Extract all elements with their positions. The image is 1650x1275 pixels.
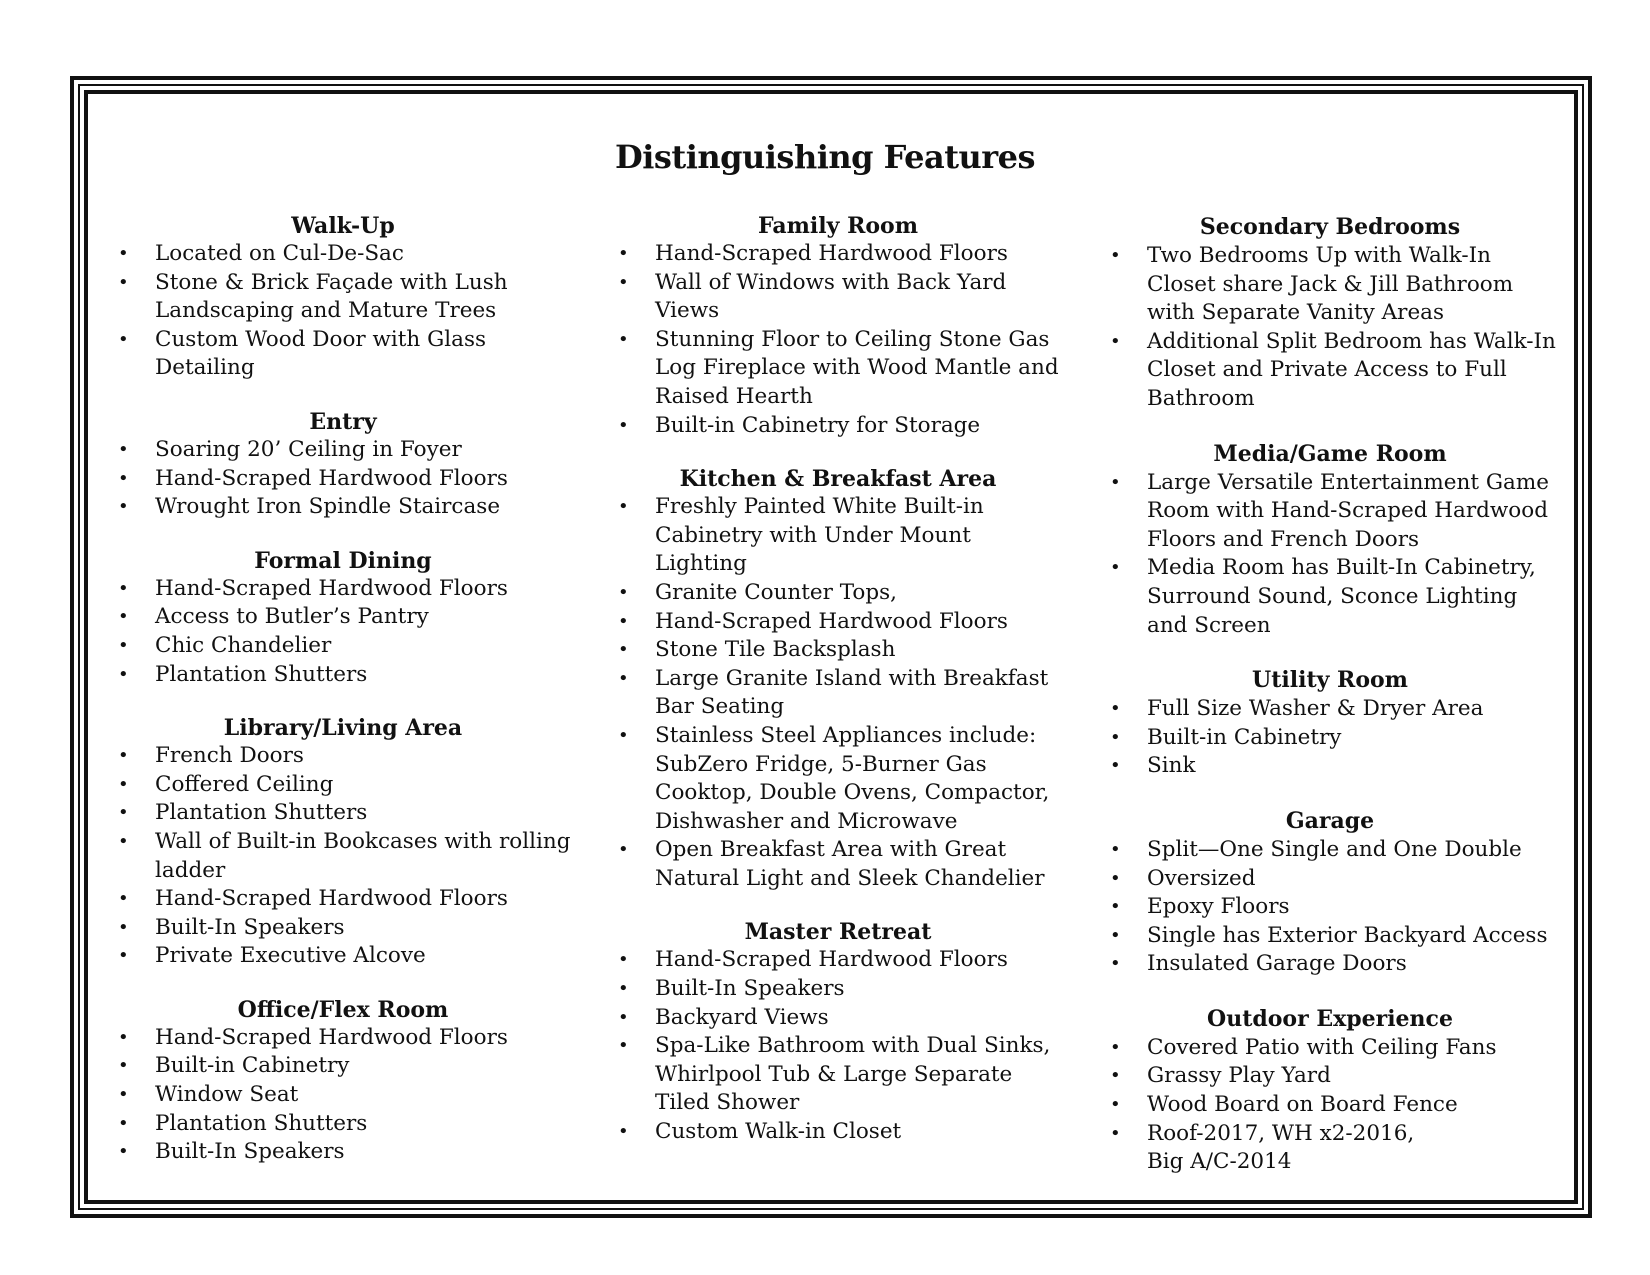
list-item-text: Additional Split Bedroom has Walk-In Closet and Private Access to Full Bathroom [1147,328,1556,411]
bullet-icon: • [118,945,129,967]
list-item [608,579,1068,608]
bullet-icon: • [1110,245,1121,266]
feature-list [608,493,1068,893]
bullet-icon: • [1110,1122,1121,1144]
section-outdoor-experience [1100,1004,1560,1177]
list-item-text: Large Granite Island with Breakfast Bar Seating [655,665,1049,720]
section-entry [108,408,578,522]
bullet-icon: • [618,581,629,603]
list-item [1100,328,1560,414]
section-heading: Family Room [757,213,918,239]
list-item [608,326,1068,412]
section-walk-up [108,212,578,383]
bullet-icon: • [618,1035,629,1057]
list-item [108,1052,578,1081]
bullet-icon: • [1110,838,1121,860]
list-item-text: Oversized [1147,865,1256,891]
list-item-text: Wood Board on Board Fence [1147,1092,1458,1118]
bullet-icon: • [618,328,629,350]
list-item [608,836,1068,893]
feature-list [608,946,1068,1146]
list-item-text: Window Seat [155,1082,299,1108]
list-item-text: Grassy Play Yard [1147,1063,1331,1089]
list-item [108,575,578,604]
bullet-icon: • [118,243,129,264]
section-formal-dining [108,547,578,689]
bullet-icon: • [618,271,629,293]
section-heading: Utility Room [1252,667,1408,694]
bullet-icon: • [1110,1094,1121,1116]
list-item [108,326,578,383]
list-item [608,722,1068,836]
bullet-icon: • [118,916,129,938]
list-item [108,632,578,661]
column-1 [108,212,578,1192]
list-item-text: Hand-Scraped Hardwood Floors [655,608,1008,634]
bullet-icon: • [118,606,129,628]
bullet-icon: • [118,888,129,910]
list-item [608,412,1068,441]
list-item-text: Epoxy Floors [1147,894,1290,920]
feature-list [1100,836,1560,979]
list-item-text: Access to Butler’s Pantry [155,604,429,630]
bullet-icon: • [1110,698,1121,720]
list-item [1100,752,1560,781]
section-heading: Library/Living Area [223,715,463,742]
list-item-text: Hand-Scraped Hardwood Floors [655,241,1008,266]
list-item-text: Built-In Speakers [155,1139,345,1165]
bullet-icon: • [1110,953,1121,975]
list-item [108,942,578,971]
section-heading: Formal Dining [254,547,432,574]
bullet-icon: • [1110,330,1121,352]
bullet-icon: • [618,1121,629,1143]
list-item-text: Hand-Scraped Hardwood Floors [155,465,508,491]
list-item [608,269,1068,326]
bullet-icon: • [118,830,129,852]
section-family-room [608,212,1068,440]
list-item-text: Private Executive Alcove [155,943,426,969]
feature-list [1100,469,1560,641]
list-item-text: Open Breakfast Area with Great Natural Light and Sleek Chandelier [655,837,1045,891]
list-item [108,436,578,465]
bullet-icon: • [1110,1036,1121,1058]
feature-list [1100,242,1560,414]
list-item [1100,724,1560,753]
list-item-text: Stunning Floor to Ceiling Stone Gas Log Fireplace with Wood Mantle and Raised Hearth [655,326,1059,409]
list-item-text: Plantation Shutters [155,661,368,687]
list-item-text: Custom Wood Door with Glass Detailing [155,326,487,381]
bullet-icon: • [1110,755,1121,777]
feature-list [108,240,578,383]
bullet-icon: • [118,1141,129,1163]
list-item-text: Freshly Painted White Built-in Cabinetry with Under Mount Lighting [655,494,984,577]
list-item-text: Sink [1147,753,1196,779]
bullet-icon: • [618,949,629,971]
list-item [108,240,578,269]
bullet-icon: • [118,634,129,656]
section-heading: Master Retreat [744,919,932,946]
list-item [608,1118,1068,1147]
column-2 [608,212,1068,1172]
list-item [1100,1062,1560,1091]
list-item [1100,695,1560,724]
list-item-text: Built-in Cabinetry for Storage [655,412,981,438]
list-item [1100,1091,1560,1120]
feature-list [108,742,578,971]
section-garage [1100,806,1560,979]
list-item-text: French Doors [155,743,304,769]
section-library-living-area [108,714,578,971]
list-item [608,1032,1068,1118]
list-item-text: Single has Exterior Backyard Access [1147,922,1548,948]
bullet-icon: • [118,496,129,518]
section-heading: Kitchen & Breakfast Area [679,466,997,493]
bullet-icon: • [118,1084,129,1106]
list-item [108,269,578,326]
bullet-icon: • [118,1055,129,1077]
list-item-text: Wall of Windows with Back Yard Views [655,269,1007,324]
bullet-icon: • [1110,924,1121,946]
bullet-icon: • [118,577,129,599]
section-kitchen-breakfast-area [608,465,1068,893]
list-item-text: Built-In Speakers [655,976,845,1002]
list-item [108,1138,578,1167]
list-item [108,771,578,800]
bullet-icon: • [618,496,629,518]
bullet-icon: • [118,773,129,795]
list-item-text: Granite Counter Tops, [655,579,898,605]
section-secondary-bedrooms [1100,212,1560,414]
list-item-text: Built-in Cabinetry [1147,724,1342,750]
bullet-icon: • [118,328,129,350]
bullet-icon: • [118,271,129,293]
list-item-text: Hand-Scraped Hardwood Floors [155,1024,508,1050]
section-master-retreat [608,918,1068,1146]
bullet-icon: • [1110,726,1121,748]
bullet-icon: • [1110,1065,1121,1087]
list-item [108,1110,578,1139]
list-item-text: Hand-Scraped Hardwood Floors [655,947,1008,973]
list-item-text: Roof-2017, WH x2-2016, Big A/C-2014 [1147,1120,1415,1175]
bullet-icon: • [618,839,629,861]
list-item-text: Split—One Single and One Double [1147,836,1522,862]
list-item [1100,554,1560,640]
list-item [1100,242,1560,328]
list-item [1100,1120,1560,1177]
list-item [108,742,578,771]
list-item [108,493,578,522]
list-item [108,828,578,885]
list-item-text: Plantation Shutters [155,1110,368,1136]
list-item-text: Covered Patio with Ceiling Fans [1147,1034,1497,1060]
list-item-text: Media Room has Built-In Cabinetry, Surround Sound, Sconce Lighting and Screen [1147,555,1536,638]
list-item-text: Stone Tile Backsplash [655,637,896,663]
bullet-icon: • [118,1112,129,1134]
list-item [108,1024,578,1053]
list-item-text: Wrought Iron Spindle Staircase [155,494,501,520]
list-item [608,1004,1068,1033]
list-item-text: Chic Chandelier [155,632,332,658]
list-item-text: Spa-Like Bathroom with Dual Sinks, Whirlpool Tub & Large Separate Tiled Shower [655,1033,1051,1116]
bullet-icon: • [618,414,629,436]
feature-list [108,575,578,689]
section-heading: Entry [309,408,377,435]
list-item [1100,865,1560,894]
bullet-icon: • [118,438,129,460]
list-item [1100,950,1560,979]
list-item-text: Built-in Cabinetry [155,1053,350,1079]
section-heading: Walk-Up [291,213,395,239]
bullet-icon: • [618,639,629,661]
list-item [608,240,1068,269]
section-heading: Media/Game Room [1213,440,1447,467]
bullet-icon: • [118,663,129,685]
section-heading: Secondary Bedrooms [1199,214,1461,240]
bullet-icon: • [618,1006,629,1028]
list-item-text: Plantation Shutters [155,800,368,826]
section-heading: Office/Flex Room [237,996,449,1023]
list-item-text: Soaring 20’ Ceiling in Foyer [155,436,462,462]
section-utility-room [1100,665,1560,781]
list-item [608,975,1068,1004]
bullet-icon: • [118,802,129,824]
bullet-icon: • [618,667,629,689]
list-item-text: Stainless Steel Appliances include: SubZero Fridge, 5-Burner Gas Cooktop, Double Ovens, Compactor, Dishwasher and Microwave [655,722,1050,834]
list-item-text: Full Size Washer & Dryer Area [1147,696,1484,722]
list-item [608,946,1068,975]
list-item-text: Hand-Scraped Hardwood Floors [155,575,508,601]
list-item-text: Two Bedrooms Up with Walk-In Closet share Jack & Jill Bathroom with Separate Vanity Areas [1147,243,1514,326]
list-item-text: Large Versatile Entertainment Game Room with Hand-Scraped Hardwood Floors and French Doors [1147,469,1549,552]
list-item-text: Insulated Garage Doors [1147,951,1407,977]
page-title: Distinguishing Features [615,138,1035,176]
list-item-text: Stone & Brick Façade with Lush Landscaping and Mature Trees [155,269,508,324]
section-heading: Garage [1285,807,1375,834]
list-item [108,603,578,632]
list-item [608,636,1068,665]
bullet-icon: • [618,243,629,264]
bullet-icon: • [618,978,629,1000]
bullet-icon: • [1110,896,1121,918]
feature-list [608,240,1068,440]
column-3 [1100,212,1560,1202]
section-office-flex-room [108,996,578,1167]
list-item [1100,1034,1560,1063]
bullet-icon: • [118,1026,129,1048]
list-item [108,661,578,690]
list-item [108,799,578,828]
feature-list [1100,1034,1560,1177]
bullet-icon: • [1110,557,1121,579]
list-item-text: Wall of Built-in Bookcases with rolling ladder [155,828,571,883]
list-item [608,665,1068,722]
list-item-text: Located on Cul-De-Sac [155,241,404,266]
bullet-icon: • [118,745,129,767]
list-item [108,1081,578,1110]
list-item [108,465,578,494]
list-item-text: Built-In Speakers [155,914,345,940]
list-item [1100,469,1560,555]
list-item [108,914,578,943]
feature-list [108,1024,578,1167]
section-media-game-room [1100,439,1560,641]
bullet-icon: • [1110,867,1121,889]
list-item-text: Hand-Scraped Hardwood Floors [155,886,508,912]
list-item-text: Custom Walk-in Closet [655,1119,902,1145]
feature-list [108,436,578,522]
list-item-text: Coffered Ceiling [155,771,334,797]
bullet-icon: • [618,610,629,632]
bullet-icon: • [1110,471,1121,493]
bullet-icon: • [118,467,129,489]
list-item [1100,922,1560,951]
feature-list [1100,695,1560,781]
list-item-text: Backyard Views [655,1004,829,1030]
section-heading: Outdoor Experience [1207,1005,1453,1032]
list-item [108,885,578,914]
list-item [1100,836,1560,865]
list-item [608,608,1068,637]
list-item [608,493,1068,579]
bullet-icon: • [618,724,629,746]
list-item [1100,893,1560,922]
